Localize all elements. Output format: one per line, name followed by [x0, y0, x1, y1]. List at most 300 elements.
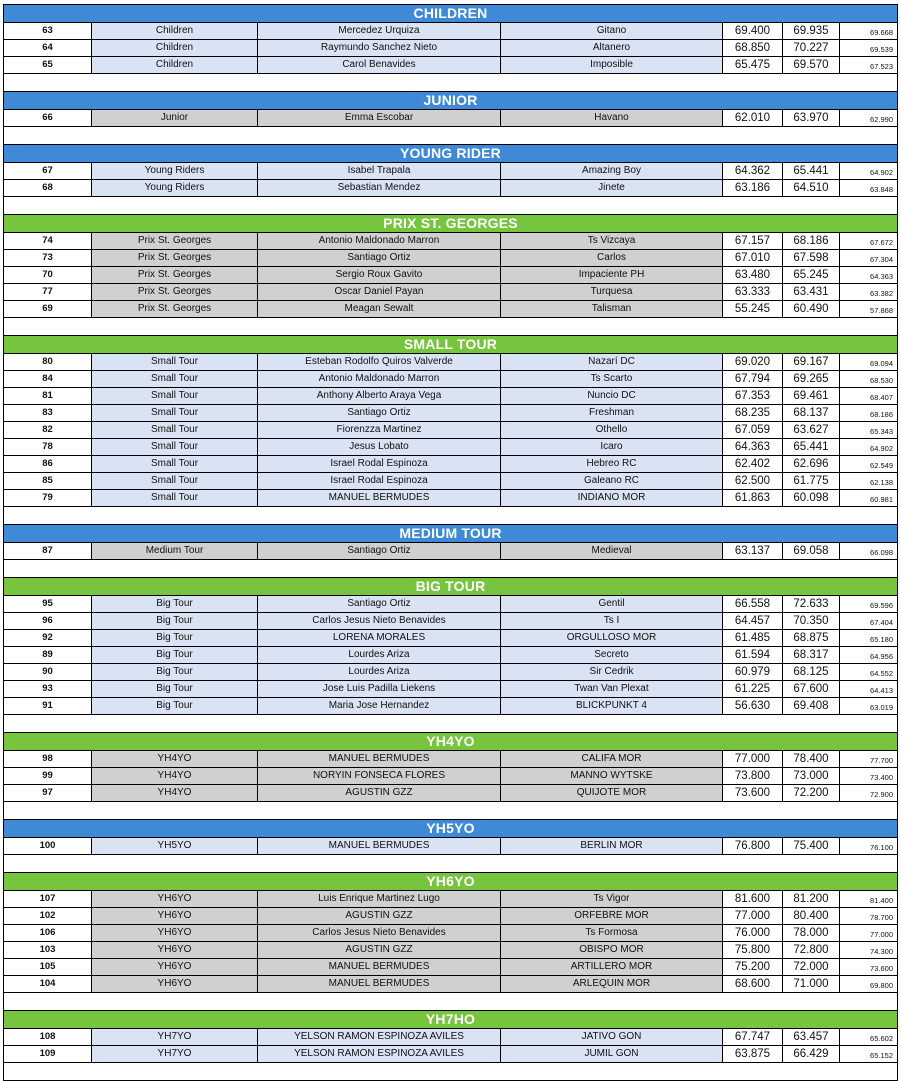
section-junior: [3, 92, 898, 145]
table-row: [4, 163, 897, 180]
rider-name: Jose Luis Padilla Liekens: [258, 681, 501, 697]
section-header: MEDIUM TOUR: [4, 525, 897, 543]
category-cell: Big Tour: [92, 613, 258, 629]
judge-score-1: 61.863: [723, 490, 783, 506]
average-score: 69.800: [870, 981, 893, 990]
table-row: [4, 908, 897, 925]
judge-score-1: 62.500: [723, 473, 783, 489]
competitor-number: 86: [4, 456, 92, 472]
table-row: [4, 354, 897, 371]
table-row: [4, 543, 897, 560]
rider-name: YELSON RAMON ESPINOZA AVILES: [258, 1029, 501, 1045]
judge-score-2: 63.627: [783, 422, 840, 438]
table-row: [4, 490, 897, 507]
section-spacer: [4, 560, 897, 578]
horse-name: Galeano RC: [501, 473, 723, 489]
table-row: [4, 751, 897, 768]
section-header: PRIX ST. GEORGES: [4, 215, 897, 233]
table-row: [4, 1046, 897, 1063]
section-header: YOUNG RIDER: [4, 145, 897, 163]
horse-name: Ts Vigor: [501, 891, 723, 907]
judge-score-1: 76.000: [723, 925, 783, 941]
rider-name: Esteban Rodolfo Quiros Valverde: [258, 354, 501, 370]
section-header: YH7HO: [4, 1011, 897, 1029]
horse-name: ORGULLOSO MOR: [501, 630, 723, 646]
category-cell: Small Tour: [92, 388, 258, 404]
judge-score-2: 68.317: [783, 647, 840, 663]
horse-name: Othello: [501, 422, 723, 438]
table-row: [4, 891, 897, 908]
horse-name: Turquesa: [501, 284, 723, 300]
average-score: 64.902: [870, 444, 893, 453]
section-header: YH6YO: [4, 873, 897, 891]
horse-name: OBISPO MOR: [501, 942, 723, 958]
category-cell: Medium Tour: [92, 543, 258, 559]
category-cell: YH6YO: [92, 976, 258, 992]
category-cell: Prix St. Georges: [92, 301, 258, 317]
table-row: [4, 301, 897, 318]
horse-name: Ts Vizcaya: [501, 233, 723, 249]
competitor-number: 74: [4, 233, 92, 249]
judge-score-2: 69.408: [783, 698, 840, 714]
judge-score-1: 61.485: [723, 630, 783, 646]
horse-name: Amazing Boy: [501, 163, 723, 179]
section-young-rider: [3, 145, 898, 215]
judge-score-2: 81.200: [783, 891, 840, 907]
category-cell: YH4YO: [92, 751, 258, 767]
judge-score-1: 77.000: [723, 751, 783, 767]
horse-name: Medieval: [501, 543, 723, 559]
average-score: 67.404: [870, 618, 893, 627]
table-row: [4, 647, 897, 664]
judge-score-1: 65.475: [723, 57, 783, 73]
competitor-number: 93: [4, 681, 92, 697]
judge-score-2: 69.167: [783, 354, 840, 370]
table-row: [4, 785, 897, 802]
section-spacer: [4, 715, 897, 733]
category-cell: Big Tour: [92, 664, 258, 680]
competitor-number: 73: [4, 250, 92, 266]
section-spacer: [4, 507, 897, 525]
judge-score-2: 80.400: [783, 908, 840, 924]
rider-name: NORYIN FONSECA FLORES: [258, 768, 501, 784]
competitor-number: 66: [4, 110, 92, 126]
table-row: [4, 371, 897, 388]
judge-score-2: 62.696: [783, 456, 840, 472]
judge-score-1: 64.363: [723, 439, 783, 455]
judge-score-1: 69.020: [723, 354, 783, 370]
horse-name: Carlos: [501, 250, 723, 266]
table-row: [4, 664, 897, 681]
judge-score-2: 60.098: [783, 490, 840, 506]
judge-score-2: 72.800: [783, 942, 840, 958]
category-cell: Junior: [92, 110, 258, 126]
table-row: [4, 250, 897, 267]
judge-score-1: 76.800: [723, 838, 783, 854]
competitor-number: 106: [4, 925, 92, 941]
average-score: 68.186: [870, 410, 893, 419]
rider-name: Carlos Jesus Nieto Benavides: [258, 925, 501, 941]
judge-score-2: 69.461: [783, 388, 840, 404]
competitor-number: 79: [4, 490, 92, 506]
average-score: 65.343: [870, 427, 893, 436]
section-big-tour: [3, 578, 898, 733]
category-cell: Prix St. Georges: [92, 267, 258, 283]
category-cell: Small Tour: [92, 422, 258, 438]
average-score: 62.138: [870, 478, 893, 487]
rider-name: YELSON RAMON ESPINOZA AVILES: [258, 1046, 501, 1062]
section-header: YH5YO: [4, 820, 897, 838]
average-score: 69.094: [870, 359, 893, 368]
average-score: 62.990: [870, 115, 893, 124]
judge-score-2: 63.457: [783, 1029, 840, 1045]
rider-name: Sebastian Mendez: [258, 180, 501, 196]
average-score: 65.602: [870, 1034, 893, 1043]
rider-name: LORENA MORALES: [258, 630, 501, 646]
category-cell: YH6YO: [92, 925, 258, 941]
category-cell: Young Riders: [92, 163, 258, 179]
category-cell: Small Tour: [92, 439, 258, 455]
average-score: 69.596: [870, 601, 893, 610]
competitor-number: 77: [4, 284, 92, 300]
competitor-number: 78: [4, 439, 92, 455]
judge-score-2: 67.598: [783, 250, 840, 266]
judge-score-1: 67.794: [723, 371, 783, 387]
average-score: 81.400: [870, 896, 893, 905]
rider-name: Luis Enrique Martinez Lugo: [258, 891, 501, 907]
rider-name: Lourdes Ariza: [258, 647, 501, 663]
category-cell: Small Tour: [92, 354, 258, 370]
competitor-number: 65: [4, 57, 92, 73]
category-cell: Young Riders: [92, 180, 258, 196]
average-score: 64.363: [870, 272, 893, 281]
category-cell: Big Tour: [92, 630, 258, 646]
judge-score-1: 63.875: [723, 1046, 783, 1062]
judge-score-1: 67.353: [723, 388, 783, 404]
judge-score-2: 69.265: [783, 371, 840, 387]
section-spacer: [4, 855, 897, 873]
category-cell: Small Tour: [92, 371, 258, 387]
rider-name: Santiago Ortiz: [258, 596, 501, 612]
judge-score-1: 62.402: [723, 456, 783, 472]
judge-score-2: 75.400: [783, 838, 840, 854]
table-row: [4, 925, 897, 942]
average-score: 68.407: [870, 393, 893, 402]
average-score: 64.956: [870, 652, 893, 661]
table-row: [4, 284, 897, 301]
judge-score-2: 60.490: [783, 301, 840, 317]
category-cell: YH7YO: [92, 1046, 258, 1062]
average-score: 66.098: [870, 548, 893, 557]
judge-score-2: 68.137: [783, 405, 840, 421]
section-yh5yo: [3, 820, 898, 873]
average-score: 67.304: [870, 255, 893, 264]
judge-score-2: 72.633: [783, 596, 840, 612]
judge-score-1: 68.850: [723, 40, 783, 56]
competitor-number: 81: [4, 388, 92, 404]
category-cell: Small Tour: [92, 473, 258, 489]
judge-score-2: 68.125: [783, 664, 840, 680]
rider-name: Sergio Roux Gavito: [258, 267, 501, 283]
horse-name: MANNO WYTSKE: [501, 768, 723, 784]
competitor-number: 91: [4, 698, 92, 714]
rider-name: Maria Jose Hernandez: [258, 698, 501, 714]
judge-score-1: 63.333: [723, 284, 783, 300]
rider-name: Santiago Ortiz: [258, 543, 501, 559]
table-row: [4, 439, 897, 456]
judge-score-2: 70.227: [783, 40, 840, 56]
section-spacer: [4, 318, 897, 336]
table-row: [4, 698, 897, 715]
horse-name: Twan Van Plexat: [501, 681, 723, 697]
competitor-number: 107: [4, 891, 92, 907]
average-score: 64.413: [870, 686, 893, 695]
horse-name: Altanero: [501, 40, 723, 56]
rider-name: MANUEL BERMUDES: [258, 976, 501, 992]
section-header: BIG TOUR: [4, 578, 897, 596]
category-cell: YH6YO: [92, 942, 258, 958]
section-spacer: [4, 1063, 897, 1081]
average-score: 65.152: [870, 1051, 893, 1060]
judge-score-1: 60.979: [723, 664, 783, 680]
average-score: 76.100: [870, 843, 893, 852]
competitor-number: 68: [4, 180, 92, 196]
rider-name: Raymundo Sanchez Nieto: [258, 40, 501, 56]
category-cell: Small Tour: [92, 490, 258, 506]
judge-score-2: 66.429: [783, 1046, 840, 1062]
judge-score-1: 63.480: [723, 267, 783, 283]
judge-score-2: 65.245: [783, 267, 840, 283]
judge-score-2: 67.600: [783, 681, 840, 697]
competitor-number: 80: [4, 354, 92, 370]
horse-name: Talisman: [501, 301, 723, 317]
horse-name: Nuncio DC: [501, 388, 723, 404]
judge-score-1: 67.747: [723, 1029, 783, 1045]
competitor-number: 85: [4, 473, 92, 489]
judge-score-1: 68.235: [723, 405, 783, 421]
rider-name: Carol Benavides: [258, 57, 501, 73]
category-cell: YH6YO: [92, 959, 258, 975]
average-score: 69.668: [870, 28, 893, 37]
judge-score-2: 64.510: [783, 180, 840, 196]
section-header: CHILDREN: [4, 5, 897, 23]
table-row: [4, 23, 897, 40]
section-prix-st-georges: [3, 215, 898, 336]
judge-score-2: 72.200: [783, 785, 840, 801]
average-score: 63.848: [870, 185, 893, 194]
horse-name: ARLEQUIN MOR: [501, 976, 723, 992]
judge-score-2: 68.186: [783, 233, 840, 249]
horse-name: BLICKPUNKT 4: [501, 698, 723, 714]
competitor-number: 82: [4, 422, 92, 438]
judge-score-1: 56.630: [723, 698, 783, 714]
horse-name: Gentil: [501, 596, 723, 612]
section-spacer: [4, 197, 897, 215]
rider-name: AGUSTIN GZZ: [258, 908, 501, 924]
horse-name: JATIVO GON: [501, 1029, 723, 1045]
section-yh6yo: [3, 873, 898, 1011]
horse-name: Hebreo RC: [501, 456, 723, 472]
rider-name: Isabel Trapala: [258, 163, 501, 179]
competitor-number: 97: [4, 785, 92, 801]
judge-score-2: 70.350: [783, 613, 840, 629]
judge-score-1: 75.800: [723, 942, 783, 958]
competitor-number: 104: [4, 976, 92, 992]
horse-name: Havano: [501, 110, 723, 126]
category-cell: Big Tour: [92, 647, 258, 663]
category-cell: Children: [92, 57, 258, 73]
horse-name: Nazarí DC: [501, 354, 723, 370]
results-sheet: [3, 4, 896, 1081]
judge-score-2: 69.570: [783, 57, 840, 73]
competitor-number: 99: [4, 768, 92, 784]
category-cell: Children: [92, 23, 258, 39]
competitor-number: 96: [4, 613, 92, 629]
rider-name: MANUEL BERMUDES: [258, 838, 501, 854]
average-score: 57.868: [870, 306, 893, 315]
rider-name: Lourdes Ariza: [258, 664, 501, 680]
average-score: 73.400: [870, 773, 893, 782]
judge-score-1: 67.059: [723, 422, 783, 438]
table-row: [4, 976, 897, 993]
judge-score-2: 73.000: [783, 768, 840, 784]
section-header: JUNIOR: [4, 92, 897, 110]
judge-score-2: 65.441: [783, 163, 840, 179]
rider-name: Santiago Ortiz: [258, 250, 501, 266]
rider-name: AGUSTIN GZZ: [258, 785, 501, 801]
judge-score-1: 67.010: [723, 250, 783, 266]
table-row: [4, 613, 897, 630]
horse-name: JUMIL GON: [501, 1046, 723, 1062]
average-score: 73.600: [870, 964, 893, 973]
rider-name: AGUSTIN GZZ: [258, 942, 501, 958]
rider-name: Israel Rodal Espinoza: [258, 473, 501, 489]
competitor-number: 70: [4, 267, 92, 283]
section-medium-tour: [3, 525, 898, 578]
table-row: [4, 110, 897, 127]
rider-name: Antonio Maldonado Marron: [258, 371, 501, 387]
competitor-number: 67: [4, 163, 92, 179]
average-score: 60.981: [870, 495, 893, 504]
average-score: 63.382: [870, 289, 893, 298]
horse-name: Gitano: [501, 23, 723, 39]
average-score: 65.180: [870, 635, 893, 644]
rider-name: MANUEL BERMUDES: [258, 751, 501, 767]
judge-score-2: 61.775: [783, 473, 840, 489]
category-cell: Big Tour: [92, 681, 258, 697]
horse-name: QUIJOTE MOR: [501, 785, 723, 801]
average-score: 63.019: [870, 703, 893, 712]
average-score: 69.539: [870, 45, 893, 54]
category-cell: Children: [92, 40, 258, 56]
category-cell: YH5YO: [92, 838, 258, 854]
table-row: [4, 233, 897, 250]
horse-name: Ts Scarto: [501, 371, 723, 387]
average-score: 67.672: [870, 238, 893, 247]
table-row: [4, 40, 897, 57]
rider-name: Santiago Ortiz: [258, 405, 501, 421]
category-cell: YH6YO: [92, 908, 258, 924]
table-row: [4, 681, 897, 698]
competitor-number: 89: [4, 647, 92, 663]
competitor-number: 98: [4, 751, 92, 767]
category-cell: Big Tour: [92, 698, 258, 714]
section-header: SMALL TOUR: [4, 336, 897, 354]
judge-score-2: 78.000: [783, 925, 840, 941]
horse-name: Sir Cedrik: [501, 664, 723, 680]
table-row: [4, 838, 897, 855]
competitor-number: 83: [4, 405, 92, 421]
rider-name: Fiorenzza Martinez: [258, 422, 501, 438]
average-score: 68.530: [870, 376, 893, 385]
horse-name: BERLIN MOR: [501, 838, 723, 854]
horse-name: ARTILLERO MOR: [501, 959, 723, 975]
horse-name: Ts I: [501, 613, 723, 629]
competitor-number: 69: [4, 301, 92, 317]
section-yh7ho: [3, 1011, 898, 1081]
judge-score-1: 81.600: [723, 891, 783, 907]
section-children: [3, 4, 898, 92]
competitor-number: 64: [4, 40, 92, 56]
judge-score-1: 73.800: [723, 768, 783, 784]
competitor-number: 105: [4, 959, 92, 975]
competitor-number: 90: [4, 664, 92, 680]
judge-score-2: 72.000: [783, 959, 840, 975]
judge-score-2: 71.000: [783, 976, 840, 992]
horse-name: ORFEBRE MOR: [501, 908, 723, 924]
horse-name: Freshman: [501, 405, 723, 421]
competitor-number: 103: [4, 942, 92, 958]
table-row: [4, 456, 897, 473]
judge-score-1: 68.600: [723, 976, 783, 992]
horse-name: INDIANO MOR: [501, 490, 723, 506]
judge-score-1: 62.010: [723, 110, 783, 126]
judge-score-1: 61.225: [723, 681, 783, 697]
category-cell: Prix St. Georges: [92, 233, 258, 249]
judge-score-1: 64.362: [723, 163, 783, 179]
competitor-number: 63: [4, 23, 92, 39]
judge-score-1: 69.400: [723, 23, 783, 39]
category-cell: Prix St. Georges: [92, 284, 258, 300]
average-score: 77.700: [870, 756, 893, 765]
horse-name: Icaro: [501, 439, 723, 455]
rider-name: Mercedez Urquiza: [258, 23, 501, 39]
table-row: [4, 422, 897, 439]
judge-score-1: 75.200: [723, 959, 783, 975]
judge-score-2: 65.441: [783, 439, 840, 455]
section-yh4yo: [3, 733, 898, 820]
judge-score-1: 64.457: [723, 613, 783, 629]
judge-score-2: 69.058: [783, 543, 840, 559]
category-cell: Prix St. Georges: [92, 250, 258, 266]
rider-name: Carlos Jesus Nieto Benavides: [258, 613, 501, 629]
competitor-number: 84: [4, 371, 92, 387]
table-row: [4, 267, 897, 284]
rider-name: Israel Rodal Espinoza: [258, 456, 501, 472]
rider-name: Anthony Alberto Araya Vega: [258, 388, 501, 404]
rider-name: Emma Escobar: [258, 110, 501, 126]
average-score: 77.000: [870, 930, 893, 939]
competitor-number: 109: [4, 1046, 92, 1062]
judge-score-1: 73.600: [723, 785, 783, 801]
judge-score-2: 78.400: [783, 751, 840, 767]
horse-name: Impaciente PH: [501, 267, 723, 283]
category-cell: Small Tour: [92, 456, 258, 472]
competitor-number: 95: [4, 596, 92, 612]
horse-name: Imposible: [501, 57, 723, 73]
table-row: [4, 405, 897, 422]
table-row: [4, 959, 897, 976]
